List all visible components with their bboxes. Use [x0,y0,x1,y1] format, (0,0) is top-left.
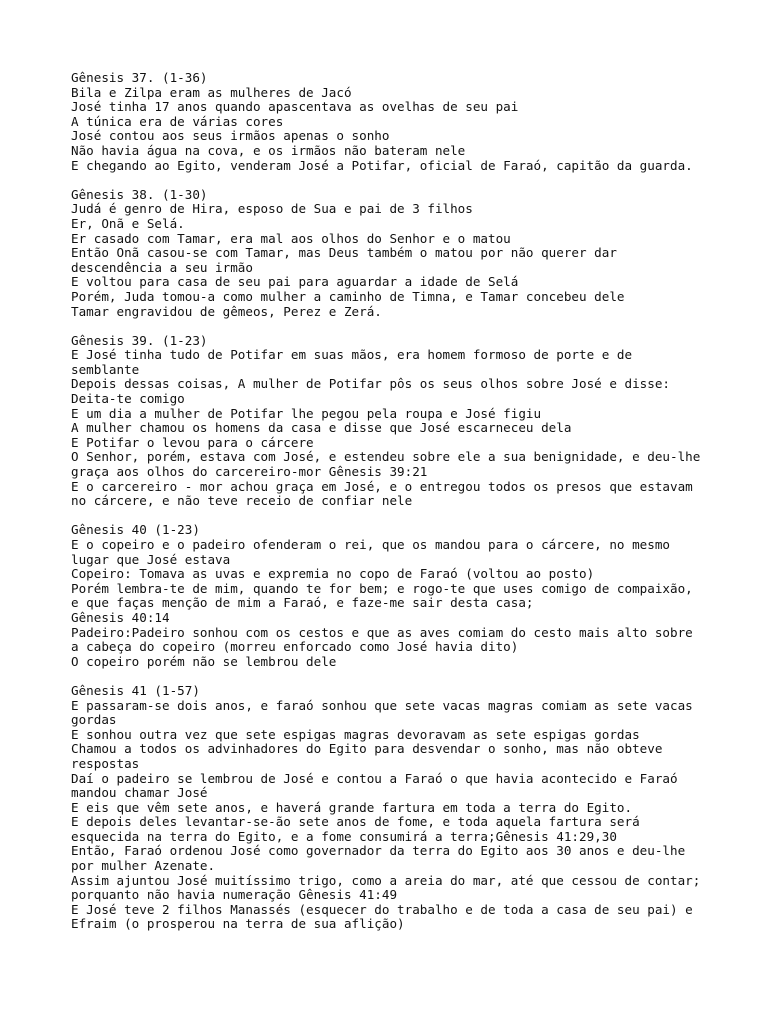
text-line: E um dia a mulher de Potifar lhe pegou pela roupa e José figiu [71,405,542,421]
section-heading: Gênesis 39. (1-23) [71,332,208,348]
text-line: por mulher Azenate. [71,858,216,874]
text-line: a cabeça do copeiro (morreu enforcado como José havia dito) [71,639,519,655]
section [71,188,711,319]
text-line: e que faças menção de mim a Faraó, e faze-me sair desta casa; [71,595,534,611]
text-line: Er, Onã e Selá. [71,215,185,231]
text-line: E chegando ao Egito, venderam José a Potifar, oficial de Faraó, capitão da guarda. [71,157,693,173]
text-line: esquecida na terra do Egito, e a fome consumirá a terra;Gênesis 41:29,30 [71,828,617,844]
section-heading: Gênesis 41 (1-57) [71,682,200,698]
text-line: José tinha 17 anos quando apascentava as ovelhas de seu pai [71,99,519,115]
text-line: graça aos olhos do carcereiro-mor Gênesis 39:21 [71,464,428,480]
text-line: E o copeiro e o padeiro ofenderam o rei, que os mandou para o cárcere, no mesmo [71,537,670,552]
text-line: E eis que vêm sete anos, e haverá grande fartura em toda a terra do Egito. [71,799,633,815]
text-line: Efraim (o prosperou na terra de sua aflição) [71,916,405,932]
document-body [71,71,711,932]
text-line: Depois dessas coisas, A mulher de Potifar pôs os seus olhos sobre José e disse: [71,376,670,392]
text-line: E José tinha tudo de Potifar em suas mãos, era homem formoso de porte e de [71,347,633,363]
text-line: porquanto não havia numeração Gênesis 41:49 [71,887,398,903]
text-line: Então, Faraó ordenou José como governador da terra do Egito aos 30 anos e deu-lhe [71,843,686,859]
section [71,71,711,173]
text-line: E Potifar o levou para o cárcere [71,434,314,450]
text-line: E depois deles levantar-se-ão sete anos de fome, e toda aquela fartura será [71,814,640,830]
text-line: Não havia água na cova, e os irmãos não bateram nele [71,142,466,158]
text-line: Porém, Juda tomou-a como mulher a caminho de Timna, e Tamar concebeu dele [71,288,625,304]
text-line: Daí o padeiro se lembrou de José e contou a Faraó o que havia acontecido e Faraó [71,770,678,786]
text-line: descendência a seu irmão [71,259,253,275]
document-page [71,71,711,947]
text-line: semblante [71,361,140,377]
text-line: José contou aos seus irmãos apenas o sonho [71,128,390,144]
text-line: E o carcereiro - mor achou graça em José, e o entregou todos os presos que estavam [71,478,693,494]
text-line: Copeiro: Tomava as uvas e expremia no copo de Faraó (voltou ao posto) [71,566,595,582]
text-line: Judá é genro de Hira, esposo de Sua e pai de 3 filhos [71,201,473,217]
text-line: Assim ajuntou José muitíssimo trigo, como a areia do mar, até que cessou de contar; [71,872,701,888]
section [71,684,711,932]
text-line: E voltou para casa de seu pai para aguardar a idade de Selá [71,274,519,290]
text-line: Chamou a todos os advinhadores do Egito para desvendar o sonho, mas não obteve [71,741,663,757]
text-line: Tamar engravidou de gêmeos, Perez e Zerá. [71,303,382,319]
text-line: Bila e Zilpa eram as mulheres de Jacó [71,84,352,100]
text-line: E José teve 2 filhos Manassés (esquecer do trabalho e de toda a casa de seu pai) e [71,901,693,917]
text-line: Er casado com Tamar, era mal aos olhos do Senhor e o matou [71,230,511,246]
text-line: Padeiro:Padeiro sonhou com os cestos e que as aves comiam do cesto mais alto sobre [71,624,693,640]
section [71,523,711,669]
text-line: Porém lembra-te de mim, quando te for bem; e rogo-te que uses comigo de compaixão, [71,580,693,596]
section-heading: Gênesis 37. (1-36) [71,70,208,85]
text-line: E sonhou outra vez que sete espigas magras devoravam as sete espigas gordas [71,726,640,742]
section [71,334,711,509]
text-line: Deita-te comigo [71,391,185,407]
text-line: lugar que José estava [71,551,231,567]
text-line: no cárcere, e não teve receio de confiar nele [71,493,413,509]
text-line: Então Onã casou-se com Tamar, mas Deus também o matou por não querer dar [71,245,617,261]
text-line: gordas [71,712,117,728]
text-line: mandou chamar José [71,785,208,801]
text-line: O copeiro porém não se lembrou dele [71,653,337,669]
text-line: E passaram-se dois anos, e faraó sonhou que sete vacas magras comiam as sete vacas [71,697,693,713]
text-line: Gênesis 40:14 [71,609,170,625]
text-line: respostas [71,755,140,771]
section-heading: Gênesis 38. (1-30) [71,186,208,202]
text-line: A túnica era de várias cores [71,113,284,129]
text-line: O Senhor, porém, estava com José, e estendeu sobre ele a sua benignidade, e deu-lhe [71,449,701,465]
section-heading: Gênesis 40 (1-23) [71,522,200,538]
text-line: A mulher chamou os homens da casa e disse que José escarneceu dela [71,420,572,436]
